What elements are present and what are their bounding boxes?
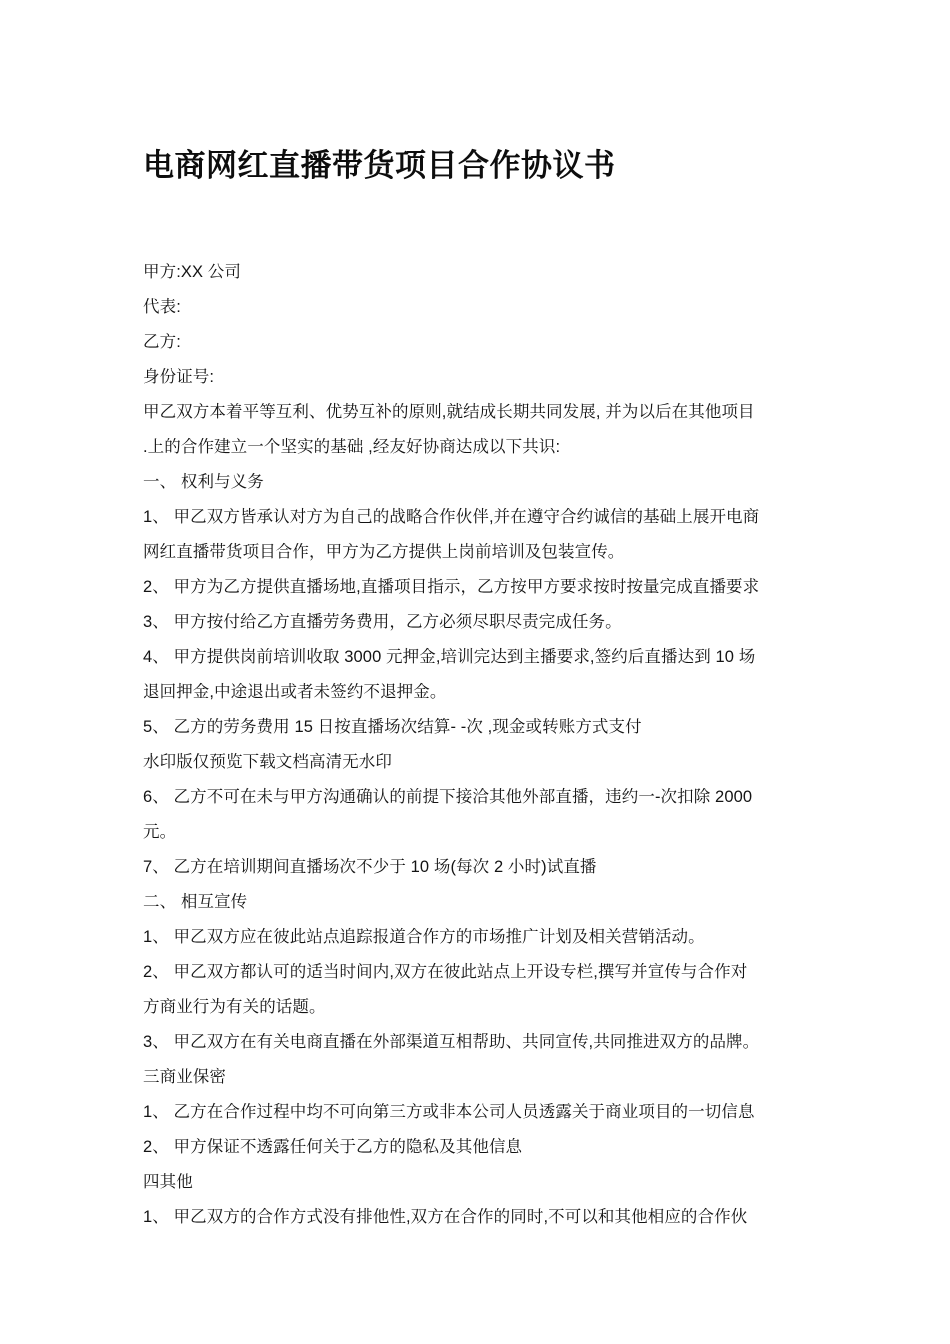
- clause-line: 2、 甲乙双方都认可的适当时间内,双方在彼此站点上开设专栏,撰写并宣传与合作对: [143, 963, 748, 981]
- preamble-line: 甲乙双方本着平等互利、优势互补的原则,就结成长期共同发展, 并为以后在其他项目: [143, 403, 755, 421]
- watermark-notice-line: 水印版仅预览下载文档高清无水印: [143, 753, 392, 771]
- clause-line: 4、 甲方提供岗前培训收取 3000 元押金,培训完达到主播要求,签约后直播达到 10 场: [143, 648, 756, 666]
- clause-line: 1、 甲乙双方皆承认对方为自己的战略合作伙伴,并在遵守合约诚信的基础上展开电商: [143, 508, 760, 526]
- clause-line: 网红直播带货项目合作，甲方为乙方提供上岗前培训及包装宣传。: [143, 543, 625, 561]
- clause-line: 5、 乙方的劳务费用 15 日按直播场次结算- -次 ,现金或转账方式支付: [143, 718, 642, 736]
- clause-line: 1、 甲乙双方的合作方式没有排他性,双方在合作的同时,不可以和其他相应的合作伙: [143, 1208, 748, 1226]
- section-heading: 二、 相互宣传: [143, 893, 248, 911]
- section-heading: 三商业保密: [143, 1068, 226, 1086]
- clause-line: 2、 甲方保证不透露任何关于乙方的隐私及其他信息: [143, 1138, 523, 1156]
- party-line: 身份证号:: [143, 368, 215, 386]
- clause-line: 退回押金,中途退出或者未签约不退押金。: [143, 683, 447, 701]
- section-mutual-promotion: [143, 885, 783, 1060]
- preamble-line: .上的合作建立一个坚实的基础 ,经友好协商达成以下共识:: [143, 438, 561, 456]
- party-line: 乙方:: [143, 333, 181, 351]
- document-body: [143, 0, 783, 1235]
- party-line: 甲方:XX 公司: [143, 263, 241, 281]
- clause-line: 6、 乙方不可在未与甲方沟通确认的前提下接洽其他外部直播，违约一-次扣除 2000 元。: [143, 788, 757, 841]
- section-business-confidentiality: [143, 1060, 783, 1165]
- clause-line: 3、 甲方按付给乙方直播劳务费用，乙方必须尽职尽责完成任务。: [143, 613, 622, 631]
- title-spacer: [143, 181, 783, 255]
- clause-line: 方商业行为有关的话题。: [143, 998, 326, 1016]
- preamble-block: [143, 395, 783, 465]
- clause-line: 2、 甲方为乙方提供直播场地,直播项目指示，乙方按甲方要求按时按量完成直播要求: [143, 578, 760, 596]
- page-title: 电商网红直播带货项目合作协议书: [143, 148, 616, 183]
- clause-line: 1、 乙方在合作过程中均不可向第三方或非本公司人员透露关于商业项目的一切信息: [143, 1103, 755, 1121]
- clause-line: 1、 甲乙双方应在彼此站点追踪报道合作方的市场推广计划及相关营销活动。: [143, 928, 705, 946]
- party-line: 代表:: [143, 298, 181, 316]
- clause-line: 3、 甲乙双方在有关电商直播在外部渠道互相帮助、共同宣传,共同推进双方的品牌。: [143, 1033, 760, 1051]
- section-heading: 四其他: [143, 1173, 193, 1191]
- clause-line: 7、 乙方在培训期间直播场次不少于 10 场(每次 2 小时)试直播: [143, 858, 597, 876]
- section-rights-and-obligations: [143, 465, 783, 885]
- section-other: [143, 1165, 783, 1235]
- parties-block: [143, 255, 783, 395]
- section-heading: 一、 权利与义务: [143, 473, 264, 491]
